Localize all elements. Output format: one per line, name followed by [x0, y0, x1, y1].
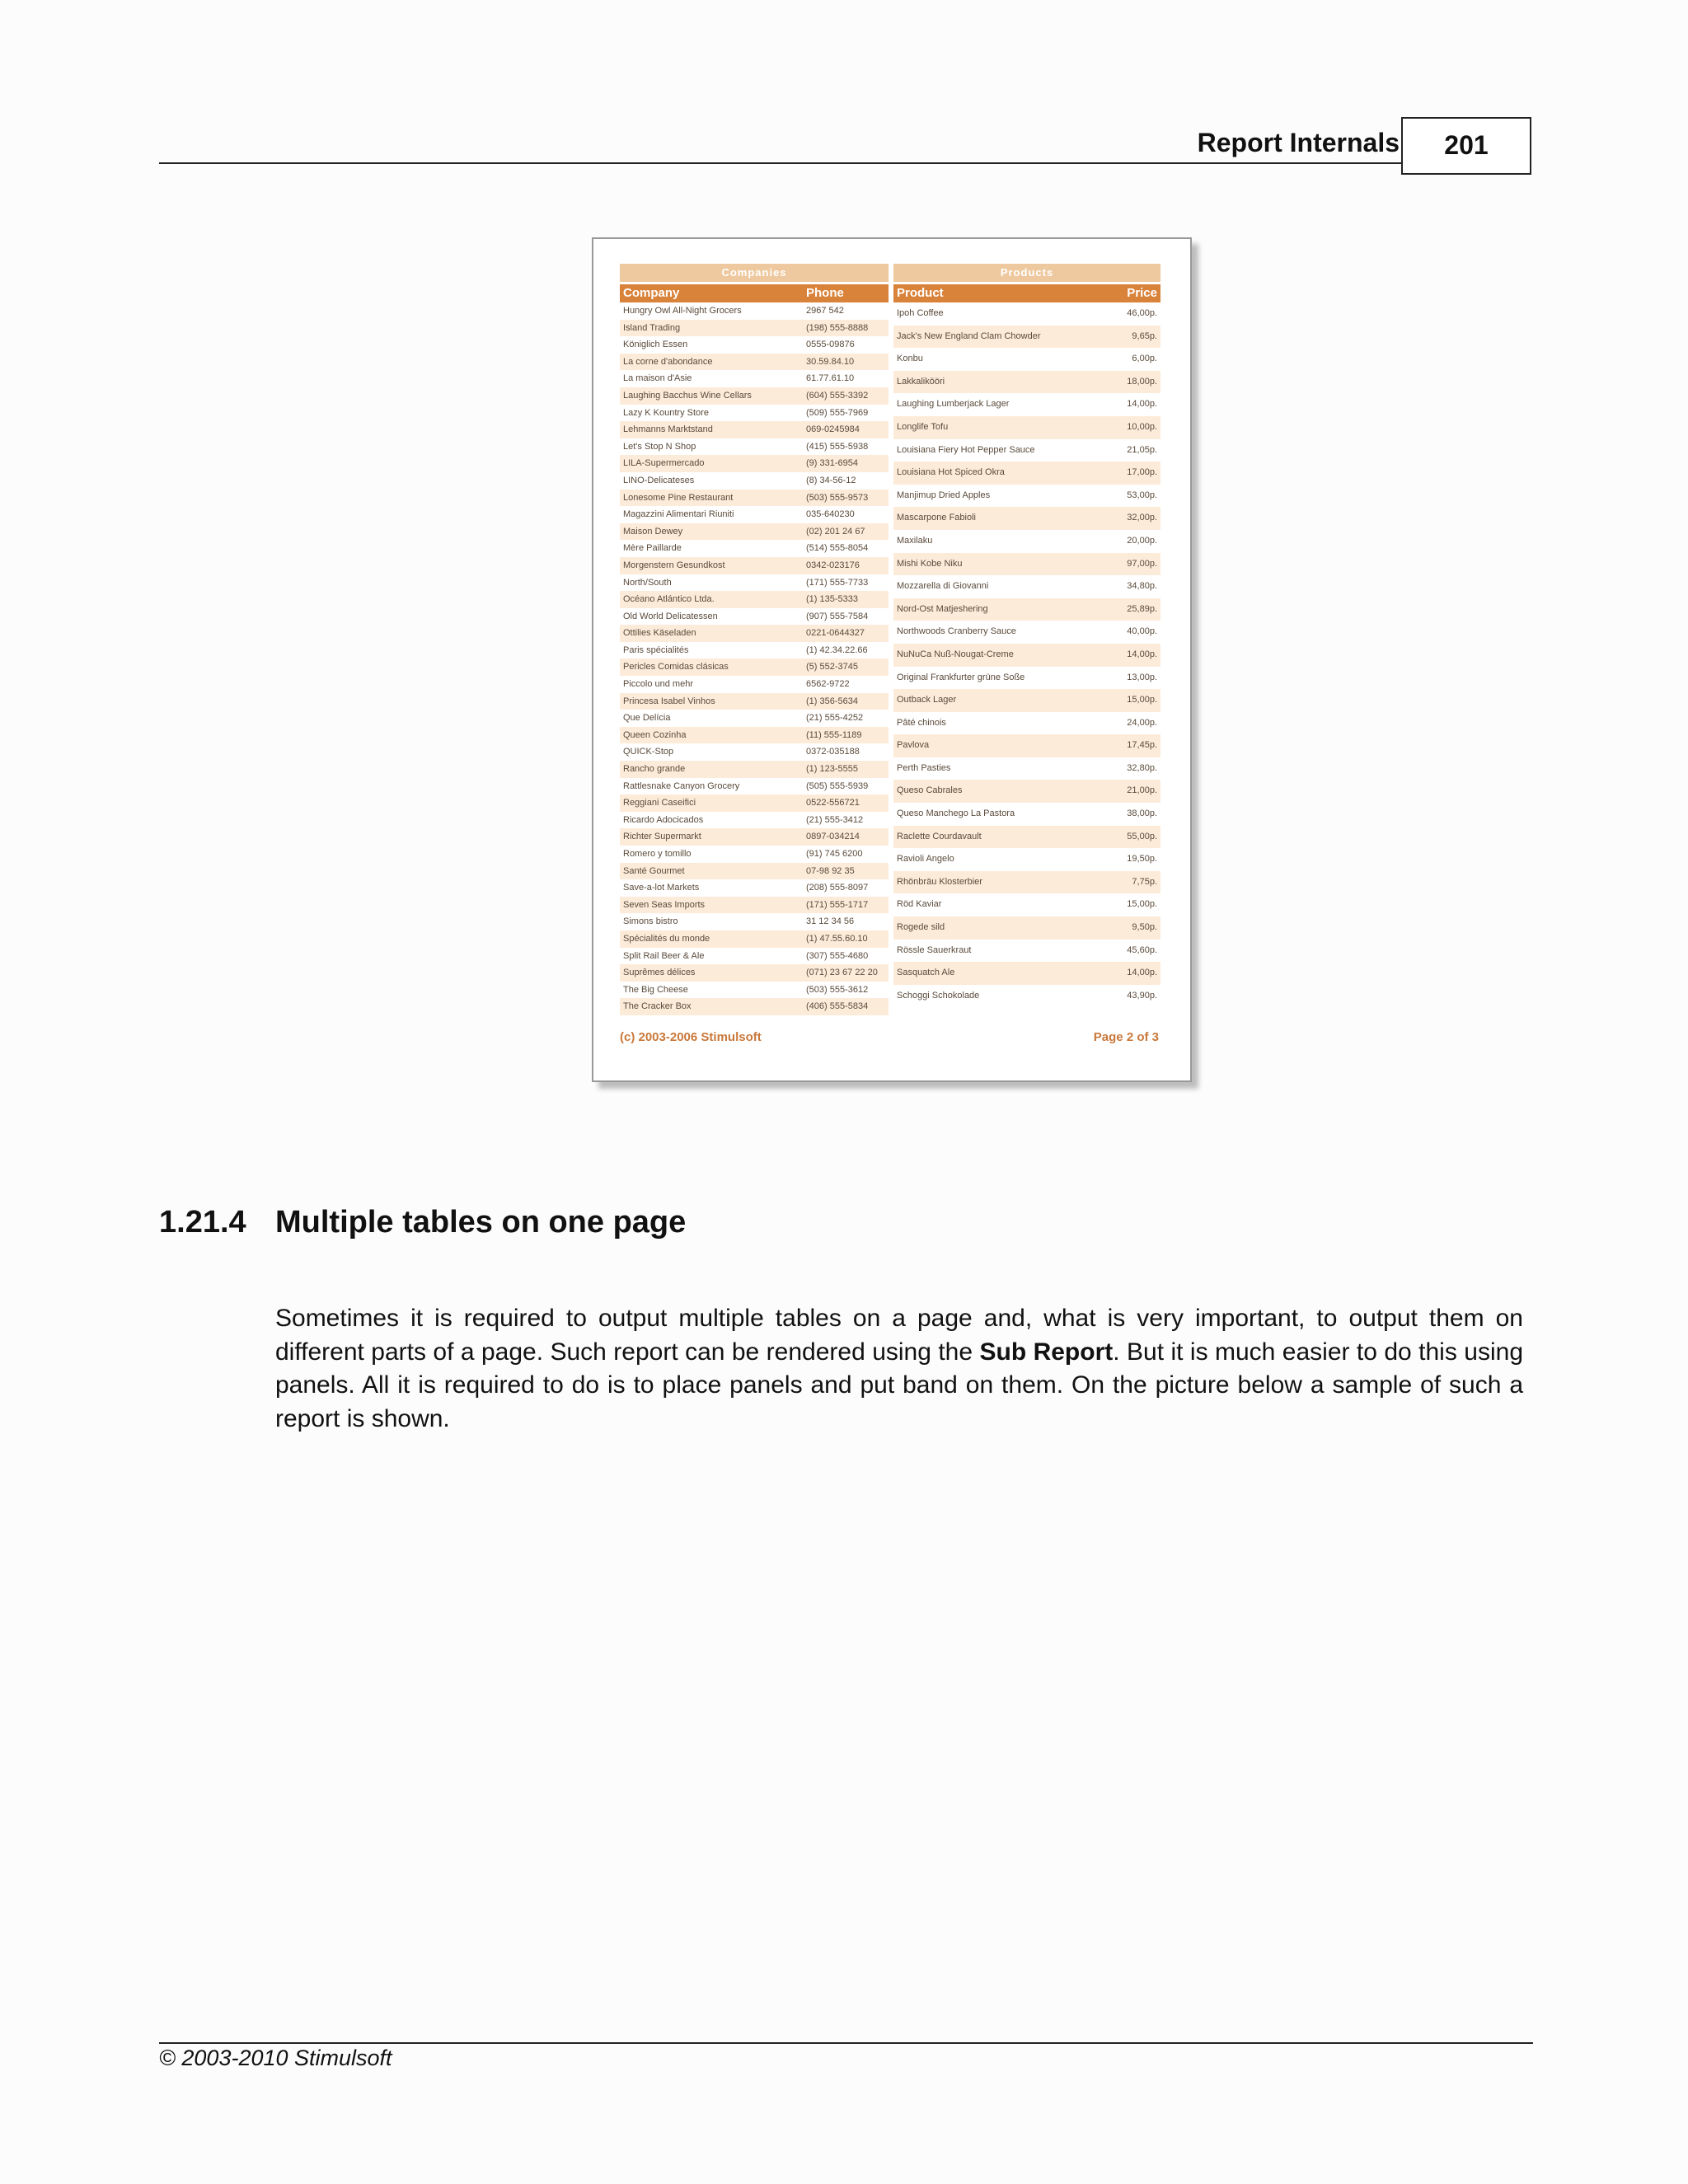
report-footer-page: Page 2 of 3 [1093, 1030, 1159, 1044]
product-name-cell: Sasquatch Ale [897, 968, 955, 978]
companie-value-cell: (307) 555-4680 [806, 950, 869, 961]
product-value-cell: 45,60p. [1127, 944, 1157, 955]
companie-name-cell: Mère Paillarde [623, 543, 682, 554]
product-value-cell: 17,00p. [1127, 467, 1157, 478]
product-name-cell: Ravioli Angelo [897, 854, 954, 865]
report-screenshot [592, 237, 1192, 1082]
companie-name-cell: Queen Cozinha [623, 729, 687, 740]
product-name-cell: Rhönbräu Klosterbier [897, 876, 982, 887]
product-name-cell: Schoggi Schokolade [897, 990, 980, 1001]
companie-value-cell: 0372-035188 [806, 747, 860, 757]
product-value-cell: 7,75p. [1132, 876, 1157, 887]
companie-row [620, 743, 889, 761]
product-name-cell: Rössle Sauerkraut [897, 944, 972, 955]
companie-value-cell: (208) 555-8097 [806, 883, 869, 893]
product-name-cell: Louisiana Fiery Hot Pepper Sauce [897, 444, 1035, 455]
companie-value-cell: (503) 555-3612 [806, 984, 869, 995]
product-row [893, 757, 1160, 780]
companie-name-cell: Lazy K Kountry Store [623, 407, 709, 418]
phone-column-header: Phone [806, 286, 844, 300]
companie-value-cell: (1) 135-5333 [806, 594, 858, 605]
product-name-cell: Perth Pasties [897, 762, 951, 773]
companie-name-cell: Pericles Comidas clásicas [623, 662, 729, 673]
products-caption: Products [893, 264, 1160, 282]
companie-row [620, 642, 889, 659]
companie-name-cell: Königlich Essen [623, 340, 688, 350]
companie-value-cell: (415) 555-5938 [806, 441, 869, 452]
page-header-title: Report Internals [1197, 128, 1400, 157]
companie-value-cell: (505) 555-5939 [806, 780, 869, 791]
product-value-cell: 14,00p. [1127, 399, 1157, 410]
companies-header-row [620, 284, 889, 302]
companie-name-cell: La maison d'Asie [623, 373, 692, 384]
companie-row [620, 727, 889, 744]
product-row [893, 734, 1160, 757]
product-row [893, 803, 1160, 826]
companie-value-cell: (071) 23 67 22 20 [806, 968, 878, 978]
companie-name-cell: Piccolo und mehr [623, 679, 693, 690]
product-row [893, 667, 1160, 690]
companie-value-cell: (1) 123-5555 [806, 764, 858, 775]
companie-row [620, 591, 889, 608]
products-rows [893, 302, 1160, 1007]
companie-name-cell: Romero y tomillo [623, 849, 692, 859]
companie-value-cell: (171) 555-1717 [806, 899, 869, 910]
companies-table [620, 264, 889, 1015]
product-name-cell: Louisiana Hot Spiced Okra [897, 467, 1005, 478]
companie-row [620, 490, 889, 507]
companie-row [620, 879, 889, 897]
companie-row [620, 387, 889, 405]
companie-name-cell: Let's Stop N Shop [623, 441, 696, 452]
page-number-box: 201 [1401, 117, 1531, 175]
product-name-cell: Queso Cabrales [897, 785, 963, 796]
companie-name-cell: Morgenstern Gesundkost [623, 560, 725, 570]
paragraph-text-1: Sometimes it is required to output multiple tables on a page and, what is very important, to output them on different parts of a page. Such report can be rendered using the [275, 1305, 1523, 1366]
product-name-cell: Northwoods Cranberry Sauce [897, 626, 1016, 637]
companie-name-cell: Paris spécialités [623, 644, 689, 655]
companie-name-cell: Maison Dewey [623, 526, 683, 537]
companie-name-cell: Reggiani Caseifici [623, 798, 696, 808]
companie-name-cell: Island Trading [623, 322, 681, 333]
companie-value-cell: 069-0245984 [806, 424, 860, 435]
product-name-cell: Konbu [897, 354, 923, 364]
product-value-cell: 15,00p. [1127, 695, 1157, 705]
product-row [893, 689, 1160, 712]
product-row [893, 985, 1160, 1008]
product-row [893, 439, 1160, 462]
product-value-cell: 6,00p. [1132, 354, 1157, 364]
companie-name-cell: Richter Supermarkt [623, 832, 701, 842]
product-row [893, 940, 1160, 963]
companie-row [620, 421, 889, 438]
product-name-cell: Lakkalikööri [897, 376, 945, 387]
product-value-cell: 10,00p. [1127, 421, 1157, 432]
companie-row [620, 472, 889, 490]
companie-value-cell: 6562-9722 [806, 679, 850, 690]
companie-row [620, 897, 889, 914]
companie-value-cell: 31 12 34 56 [806, 916, 855, 927]
body-paragraph [275, 1302, 1523, 1436]
companie-row [620, 540, 889, 557]
companie-row [620, 405, 889, 422]
product-name-cell: Rogede sild [897, 922, 945, 933]
product-row [893, 916, 1160, 940]
product-name-cell: Raclette Courdavault [897, 831, 982, 841]
companie-row [620, 574, 889, 592]
companies-caption: Companies [620, 264, 889, 282]
product-name-cell: Mascarpone Fabioli [897, 513, 976, 523]
companie-name-cell: The Cracker Box [623, 1001, 692, 1012]
companie-name-cell: LILA-Supermercado [623, 458, 705, 469]
companie-value-cell: 0897-034214 [806, 832, 860, 842]
footer-copyright: © 2003-2010 Stimulsoft [159, 2046, 392, 2070]
companie-row [620, 658, 889, 676]
products-table [893, 264, 1160, 1007]
companie-name-cell: Santé Gourmet [623, 865, 685, 876]
product-name-cell: Queso Manchego La Pastora [897, 808, 1015, 819]
companie-row [620, 557, 889, 574]
companie-value-cell: 61.77.61.10 [806, 373, 855, 384]
companie-row [620, 863, 889, 880]
product-value-cell: 15,00p. [1127, 899, 1157, 910]
companie-name-cell: Princesa Isabel Vinhos [623, 696, 715, 706]
product-value-cell: 19,50p. [1127, 854, 1157, 865]
company-column-header: Company [623, 286, 680, 300]
companie-row [620, 982, 889, 999]
product-value-cell: 25,89p. [1127, 603, 1157, 614]
companie-row [620, 846, 889, 863]
product-name-cell: Longlife Tofu [897, 421, 949, 432]
companie-value-cell: (1) 356-5634 [806, 696, 858, 706]
companie-name-cell: QUICK-Stop [623, 747, 674, 757]
companie-value-cell: (02) 201 24 67 [806, 526, 865, 537]
companie-row [620, 302, 889, 320]
companie-value-cell: 30.59.84.10 [806, 356, 855, 367]
product-value-cell: 53,00p. [1127, 490, 1157, 500]
product-row [893, 326, 1160, 349]
companie-row [620, 761, 889, 778]
product-row [893, 348, 1160, 371]
product-name-cell: Jack's New England Clam Chowder [897, 330, 1041, 341]
companie-row [620, 336, 889, 354]
companie-row [620, 828, 889, 846]
product-row [893, 893, 1160, 916]
companie-name-cell: Seven Seas Imports [623, 899, 706, 910]
companie-row [620, 625, 889, 642]
companie-value-cell: (509) 555-7969 [806, 407, 869, 418]
companie-value-cell: 0522-556721 [806, 798, 860, 808]
product-name-cell: Ipoh Coffee [897, 308, 944, 318]
products-header-row [893, 284, 1160, 302]
product-row [893, 553, 1160, 576]
companie-name-cell: Suprêmes délices [623, 968, 696, 978]
product-name-cell: NuNuCa Nuß-Nougat-Creme [897, 649, 1014, 659]
companie-name-cell: Magazzini Alimentari Riuniti [623, 509, 734, 520]
companie-value-cell: (21) 555-4252 [806, 713, 864, 724]
product-value-cell: 97,00p. [1127, 558, 1157, 569]
companie-name-cell: La corne d'abondance [623, 356, 713, 367]
companie-name-cell: Lonesome Pine Restaurant [623, 492, 734, 503]
section-title: Multiple tables on one page [275, 1205, 687, 1240]
product-value-cell: 32,80p. [1127, 762, 1157, 773]
companie-row [620, 948, 889, 965]
companie-value-cell: 2967 542 [806, 306, 844, 316]
product-row [893, 530, 1160, 553]
companie-row [620, 320, 889, 337]
companie-name-cell: The Big Cheese [623, 984, 688, 995]
companie-name-cell: Ottilies Käseladen [623, 628, 696, 639]
companie-row [620, 930, 889, 948]
companie-value-cell: 0221-0644327 [806, 628, 865, 639]
product-name-cell: Pavlova [897, 740, 930, 751]
product-value-cell: 14,00p. [1127, 968, 1157, 978]
companie-name-cell: LINO-Delicateses [623, 475, 695, 485]
product-value-cell: 40,00p. [1127, 626, 1157, 637]
product-value-cell: 14,00p. [1127, 649, 1157, 659]
companie-name-cell: Rancho grande [623, 764, 686, 775]
product-value-cell: 38,00p. [1127, 808, 1157, 819]
companie-row [620, 370, 889, 387]
product-value-cell: 18,00p. [1127, 376, 1157, 387]
companie-value-cell: 07-98 92 35 [806, 865, 855, 876]
companie-value-cell: (21) 555-3412 [806, 814, 864, 825]
product-name-cell: Manjimup Dried Apples [897, 490, 991, 500]
companie-value-cell: (1) 42.34.22.66 [806, 644, 868, 655]
companie-value-cell: (198) 555-8888 [806, 322, 869, 333]
companie-value-cell: (9) 331-6954 [806, 458, 858, 469]
companie-row [620, 676, 889, 693]
product-value-cell: 9,65p. [1132, 330, 1157, 341]
companie-row [620, 693, 889, 710]
companie-value-cell: (8) 34-56-12 [806, 475, 856, 485]
companie-value-cell: (1) 47.55.60.10 [806, 933, 868, 944]
companie-name-cell: North/South [623, 577, 672, 588]
section-number: 1.21.4 [159, 1205, 246, 1240]
companie-name-cell: Spécialités du monde [623, 933, 710, 944]
product-row [893, 871, 1160, 894]
product-name-cell: Outback Lager [897, 695, 957, 705]
product-row [893, 780, 1160, 803]
product-name-cell: Laughing Lumberjack Lager [897, 399, 1010, 410]
product-row [893, 575, 1160, 598]
product-row [893, 507, 1160, 530]
product-value-cell: 9,50p. [1132, 922, 1157, 933]
product-row [893, 462, 1160, 485]
product-row [893, 712, 1160, 735]
companie-row [620, 506, 889, 523]
companie-name-cell: Old World Delicatessen [623, 611, 718, 621]
product-row [893, 826, 1160, 849]
companie-row [620, 964, 889, 982]
companie-value-cell: (514) 555-8054 [806, 543, 869, 554]
companie-row [620, 438, 889, 456]
product-row [893, 371, 1160, 394]
product-row [893, 302, 1160, 326]
product-name-cell: Röd Kaviar [897, 899, 942, 910]
companie-name-cell: Simons bistro [623, 916, 678, 927]
companies-rows [620, 302, 889, 1015]
product-column-header: Product [897, 286, 944, 300]
price-column-header: Price [1127, 286, 1157, 300]
product-value-cell: 55,00p. [1127, 831, 1157, 841]
companie-value-cell: 035-640230 [806, 509, 855, 520]
companie-row [620, 608, 889, 626]
product-value-cell: 21,00p. [1127, 785, 1157, 796]
product-name-cell: Mozzarella di Giovanni [897, 581, 989, 592]
product-value-cell: 32,00p. [1127, 513, 1157, 523]
companie-row [620, 455, 889, 472]
product-name-cell: Nord-Ost Matjeshering [897, 603, 988, 614]
companie-row [620, 812, 889, 829]
companie-name-cell: Que Delícia [623, 713, 671, 724]
companie-row [620, 523, 889, 541]
product-name-cell: Maxilaku [897, 535, 933, 546]
companie-value-cell: (91) 745 6200 [806, 849, 863, 859]
companie-value-cell: 0555-09876 [806, 340, 855, 350]
page-header-rule [159, 162, 1401, 164]
product-value-cell: 13,00p. [1127, 672, 1157, 682]
product-row [893, 393, 1160, 416]
companie-name-cell: Hungry Owl All-Night Grocers [623, 306, 742, 316]
product-value-cell: 21,05p. [1127, 444, 1157, 455]
product-row [893, 621, 1160, 644]
product-value-cell: 34,80p. [1127, 581, 1157, 592]
product-value-cell: 24,00p. [1127, 717, 1157, 728]
companie-name-cell: Océano Atlántico Ltda. [623, 594, 715, 605]
companie-name-cell: Ricardo Adocicados [623, 814, 704, 825]
companie-value-cell: (5) 552-3745 [806, 662, 858, 673]
product-value-cell: 43,90p. [1127, 990, 1157, 1001]
product-row [893, 962, 1160, 985]
report-footer-copyright: (c) 2003-2006 Stimulsoft [620, 1030, 762, 1044]
companie-name-cell: Lehmanns Marktstand [623, 424, 713, 435]
companie-value-cell: (907) 555-7584 [806, 611, 869, 621]
companie-name-cell: Split Rail Beer & Ale [623, 950, 705, 961]
product-value-cell: 20,00p. [1127, 535, 1157, 546]
companie-row [620, 794, 889, 812]
companie-row [620, 998, 889, 1015]
companie-row [620, 710, 889, 727]
product-row [893, 416, 1160, 439]
companie-value-cell: (503) 555-9573 [806, 492, 869, 503]
product-name-cell: Original Frankfurter grüne Soße [897, 672, 1025, 682]
footer-rule [159, 2042, 1533, 2044]
product-row [893, 598, 1160, 621]
paragraph-text-2: . But it is much easier to do this using panels. All it is required to do is to place panels and put band on them. On the picture below a sample of such a report is shown. [275, 1338, 1523, 1432]
companie-value-cell: (604) 555-3392 [806, 390, 869, 401]
product-value-cell: 17,45p. [1127, 740, 1157, 751]
product-row [893, 485, 1160, 508]
product-row [893, 848, 1160, 871]
companie-row [620, 913, 889, 930]
companie-value-cell: (11) 555-1189 [806, 729, 862, 740]
companie-name-cell: Laughing Bacchus Wine Cellars [623, 390, 752, 401]
product-name-cell: Mishi Kobe Niku [897, 558, 963, 569]
companie-name-cell: Rattlesnake Canyon Grocery [623, 780, 740, 791]
companie-value-cell: (406) 555-5834 [806, 1001, 869, 1012]
product-name-cell: Pâté chinois [897, 717, 946, 728]
companie-name-cell: Save-a-lot Markets [623, 883, 700, 893]
companie-value-cell: (171) 555-7733 [806, 577, 869, 588]
product-value-cell: 46,00p. [1127, 308, 1157, 318]
companie-value-cell: 0342-023176 [806, 560, 860, 570]
companie-row [620, 354, 889, 371]
companie-row [620, 778, 889, 795]
product-row [893, 644, 1160, 667]
sub-report-term: Sub Report [979, 1338, 1114, 1366]
